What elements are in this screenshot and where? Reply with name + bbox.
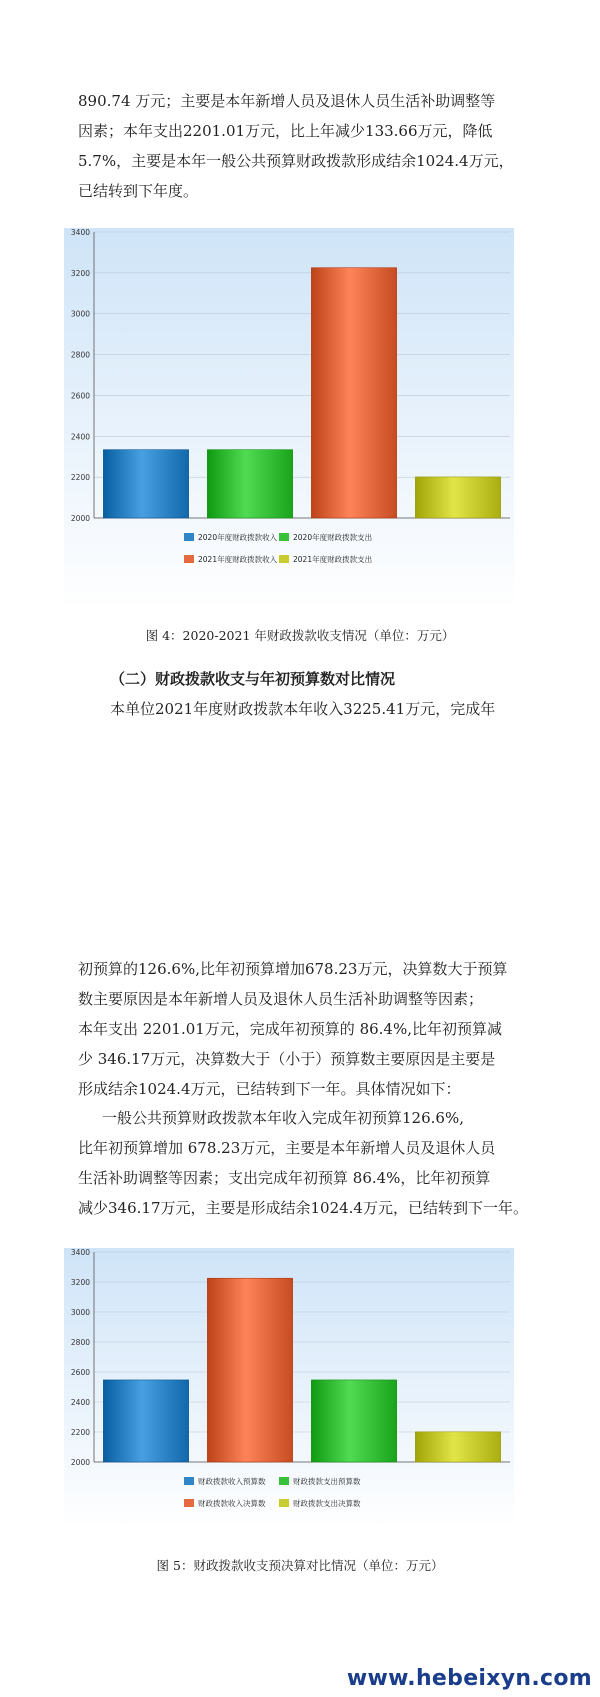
legend-label: 财政拨款收入预算数 <box>198 1477 266 1486</box>
paragraph-line: 890.74 万元；主要是本年新增人员及退休人员生活补助调整等 <box>78 92 496 110</box>
bar <box>415 477 500 518</box>
y-tick-label: 2600 <box>70 391 90 401</box>
paragraph-line: 已结转到下年度。 <box>78 182 199 200</box>
legend-label: 财政拨款收入决算数 <box>198 1499 266 1508</box>
figure-5-svg <box>64 1248 514 1528</box>
y-tick-label: 3200 <box>70 268 90 278</box>
paragraph-1 <box>78 86 528 206</box>
bar <box>207 1278 292 1462</box>
legend-swatch <box>279 1477 289 1485</box>
bar <box>103 450 188 518</box>
y-tick-label: 2400 <box>70 432 90 442</box>
legend-swatch <box>279 555 289 563</box>
bar <box>311 268 396 518</box>
paragraph-line: 本年支出 2201.01万元，完成年初预算的 86.4%,比年初预算减 <box>78 1020 502 1038</box>
y-tick-label: 2200 <box>70 473 90 483</box>
paragraph-line: 5.7%，主要是本年一般公共预算财政拨款形成结余1024.4万元， <box>78 152 514 170</box>
chart-background <box>64 228 514 610</box>
bar <box>415 1432 500 1462</box>
y-tick-label: 2000 <box>70 514 90 523</box>
paragraph-line: 本单位2021年度财政拨款本年收入3225.41万元，完成年 <box>110 700 496 718</box>
y-tick-label: 2800 <box>70 350 90 360</box>
legend-label: 2020年度财政拨款收入 <box>198 533 278 542</box>
legend-label: 2020年度财政拨款支出 <box>293 533 373 542</box>
legend-swatch <box>184 533 194 541</box>
legend-swatch <box>279 533 289 541</box>
figure-4-svg <box>64 228 514 610</box>
figure-4-chart <box>64 228 514 610</box>
legend-label: 财政拨款支出决算数 <box>293 1499 361 1508</box>
y-tick-label: 2200 <box>70 1428 90 1437</box>
y-tick-label: 3000 <box>70 1308 90 1317</box>
bar <box>207 450 292 518</box>
y-tick-label: 2600 <box>70 1368 90 1377</box>
figure-5-caption: 图 5：财政拨款收支预决算对比情况（单位：万元） <box>156 1558 444 1573</box>
paragraph-3 <box>78 954 528 1104</box>
paragraph-2 <box>110 694 560 724</box>
paragraph-line: 少 346.17万元，决算数大于（小于）预算数主要原因是主要是 <box>78 1050 496 1068</box>
y-tick-label: 3400 <box>70 1248 90 1257</box>
site-watermark: www.hebeixyn.com <box>346 1666 592 1691</box>
legend-swatch <box>184 555 194 563</box>
y-tick-label: 3000 <box>70 309 90 319</box>
paragraph-line: 形成结余1024.4万元，已结转到下一年。具体情况如下： <box>78 1080 461 1098</box>
paragraph-line: 减少346.17万元，主要是形成结余1024.4万元，已结转到下一年。 <box>78 1199 528 1217</box>
legend-swatch <box>184 1477 194 1485</box>
figure-5-chart <box>64 1248 514 1528</box>
paragraph-line: 一般公共预算财政拨款本年收入完成年初预算126.6%, <box>102 1109 464 1127</box>
paragraph-line: 生活补助调整等因素；支出完成年初预算 86.4%，比年初预算 <box>78 1169 491 1187</box>
legend-swatch <box>184 1499 194 1507</box>
legend-swatch <box>279 1499 289 1507</box>
y-tick-label: 2400 <box>70 1398 90 1407</box>
paragraph-line: 因素；本年支出2201.01万元，比上年减少133.66万元，降低 <box>78 122 493 140</box>
paragraph-line: 比年初预算增加 678.23万元，主要是本年新增人员及退休人员 <box>78 1139 496 1157</box>
section-heading: （二）财政拨款收支与年初预算数对比情况 <box>110 670 396 688</box>
y-tick-label: 2000 <box>70 1458 90 1467</box>
y-tick-label: 3200 <box>70 1278 90 1287</box>
legend-label: 2021年度财政拨款收入 <box>198 555 278 564</box>
legend-label: 2021年度财政拨款支出 <box>293 555 373 564</box>
y-tick-label: 2800 <box>70 1338 90 1347</box>
paragraph-line: 初预算的126.6%,比年初预算增加678.23万元，决算数大于预算 <box>78 960 508 978</box>
paragraph-4 <box>78 1103 528 1223</box>
figure-4-caption: 图 4：2020-2021 年财政拨款收支情况（单位：万元） <box>145 628 455 643</box>
bar <box>103 1380 188 1462</box>
legend-label: 财政拨款支出预算数 <box>293 1477 361 1486</box>
paragraph-line: 数主要原因是本年新增人员及退休人员生活补助调整等因素； <box>78 990 484 1008</box>
y-tick-label: 3400 <box>70 228 90 237</box>
bar <box>311 1380 396 1462</box>
